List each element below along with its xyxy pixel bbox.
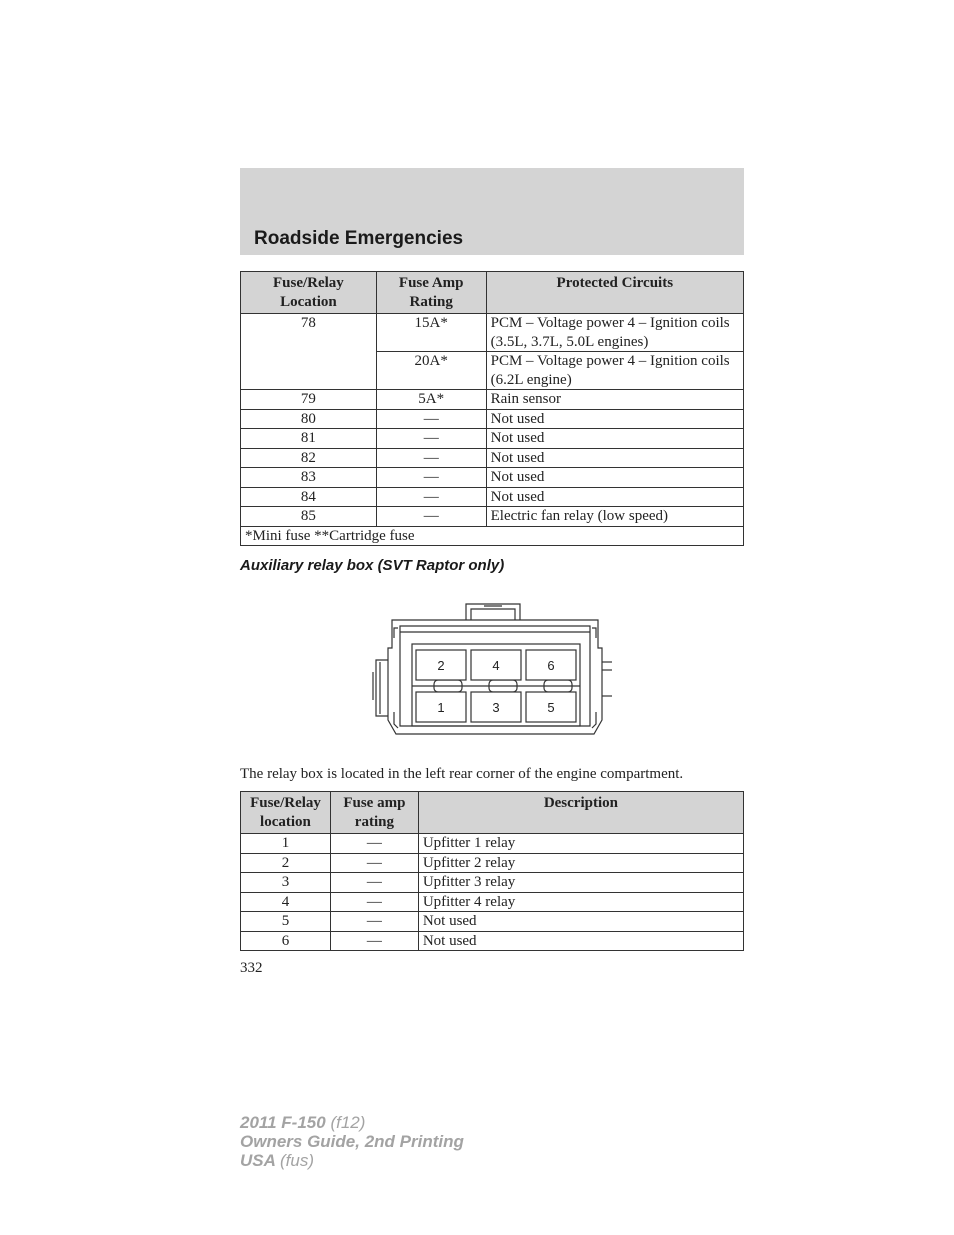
circuit-cell: Not used bbox=[486, 468, 743, 488]
location-cell: 3 bbox=[241, 873, 331, 893]
relay-box-diagram bbox=[372, 600, 616, 740]
rating-cell: — bbox=[376, 487, 486, 507]
relay-label: 2 bbox=[437, 658, 445, 673]
circuit-cell: PCM – Voltage power 4 – Ignition coils (3.5L, 3.7L, 5.0L engines) bbox=[486, 314, 743, 352]
rating-cell: — bbox=[330, 834, 418, 854]
rating-cell: — bbox=[376, 409, 486, 429]
location-cell: 81 bbox=[241, 429, 377, 449]
table-row bbox=[241, 507, 744, 527]
circuit-cell: PCM – Voltage power 4 – Ignition coils (6.2L engine) bbox=[486, 352, 743, 390]
table-row bbox=[241, 487, 744, 507]
column-header: Description bbox=[418, 792, 743, 834]
location-cell: 4 bbox=[241, 892, 331, 912]
rating-cell: — bbox=[330, 931, 418, 951]
circuit-cell: Not used bbox=[486, 487, 743, 507]
location-cell: 5 bbox=[241, 912, 331, 932]
fuse-table-main bbox=[240, 271, 744, 546]
description-cell: Upfitter 1 relay bbox=[418, 834, 743, 854]
description-cell: Not used bbox=[418, 912, 743, 932]
aux-relay-box-title: Auxiliary relay box (SVT Raptor only) bbox=[240, 557, 505, 574]
circuit-cell: Not used bbox=[486, 448, 743, 468]
table-row bbox=[241, 314, 744, 352]
description-cell: Upfitter 3 relay bbox=[418, 873, 743, 893]
relay-label: 3 bbox=[492, 700, 500, 715]
table-row bbox=[241, 448, 744, 468]
column-header: Fuse/Relay location bbox=[241, 792, 331, 834]
location-cell: 83 bbox=[241, 468, 377, 488]
location-cell: 6 bbox=[241, 931, 331, 951]
location-cell: 79 bbox=[241, 390, 377, 410]
table-footnote: *Mini fuse **Cartridge fuse bbox=[241, 526, 744, 546]
relay-label: 4 bbox=[492, 658, 500, 673]
rating-cell: — bbox=[376, 507, 486, 527]
footer-line-edition: Owners Guide, 2nd Printing bbox=[240, 1132, 464, 1151]
footer-market: USA bbox=[240, 1151, 276, 1170]
rating-cell: — bbox=[376, 448, 486, 468]
rating-cell: 15A* bbox=[376, 314, 486, 352]
table-row bbox=[241, 429, 744, 449]
location-cell: 80 bbox=[241, 409, 377, 429]
circuit-cell: Not used bbox=[486, 429, 743, 449]
table-row bbox=[241, 409, 744, 429]
circuit-cell: Not used bbox=[486, 409, 743, 429]
table-row bbox=[241, 912, 744, 932]
document-footer bbox=[240, 1113, 464, 1170]
column-header: Protected Circuits bbox=[486, 272, 743, 314]
table-row bbox=[241, 468, 744, 488]
footer-line-model bbox=[240, 1113, 464, 1132]
location-cell: 1 bbox=[241, 834, 331, 854]
footer-model: 2011 F-150 bbox=[240, 1113, 326, 1132]
column-header: Fuse amp rating bbox=[330, 792, 418, 834]
column-header: Fuse Amp Rating bbox=[376, 272, 486, 314]
fuse-table-auxiliary bbox=[240, 791, 744, 951]
description-cell: Not used bbox=[418, 931, 743, 951]
location-cell: 82 bbox=[241, 448, 377, 468]
page-number: 332 bbox=[240, 960, 263, 976]
relay-label: 1 bbox=[437, 700, 445, 715]
rating-cell: — bbox=[330, 853, 418, 873]
table-header-row bbox=[241, 792, 744, 834]
table-row bbox=[241, 390, 744, 410]
table-row bbox=[241, 834, 744, 854]
location-cell: 85 bbox=[241, 507, 377, 527]
table-header-row bbox=[241, 272, 744, 314]
rating-cell: — bbox=[330, 892, 418, 912]
footer-model-code: (f12) bbox=[330, 1113, 366, 1132]
footer-market-code: (fus) bbox=[280, 1151, 314, 1170]
rating-cell: — bbox=[330, 873, 418, 893]
table-row bbox=[241, 853, 744, 873]
table-row bbox=[241, 873, 744, 893]
relay-box-location-text: The relay box is located in the left rear corner of the engine compartment. bbox=[240, 766, 684, 782]
rating-cell: 5A* bbox=[376, 390, 486, 410]
description-cell: Upfitter 4 relay bbox=[418, 892, 743, 912]
rating-cell: — bbox=[376, 429, 486, 449]
footer-line-market bbox=[240, 1151, 464, 1170]
rating-cell: — bbox=[330, 912, 418, 932]
table-row bbox=[241, 892, 744, 912]
description-cell: Upfitter 2 relay bbox=[418, 853, 743, 873]
rating-cell: — bbox=[376, 468, 486, 488]
location-cell: 84 bbox=[241, 487, 377, 507]
table-row bbox=[241, 931, 744, 951]
relay-label: 5 bbox=[547, 700, 555, 715]
rating-cell: 20A* bbox=[376, 352, 486, 390]
section-title: Roadside Emergencies bbox=[254, 228, 464, 249]
location-cell: 2 bbox=[241, 853, 331, 873]
location-cell: 78 bbox=[241, 314, 377, 390]
table-footnote-row bbox=[241, 526, 744, 546]
column-header: Fuse/Relay Location bbox=[241, 272, 377, 314]
circuit-cell: Rain sensor bbox=[486, 390, 743, 410]
circuit-cell: Electric fan relay (low speed) bbox=[486, 507, 743, 527]
relay-label: 6 bbox=[547, 658, 555, 673]
